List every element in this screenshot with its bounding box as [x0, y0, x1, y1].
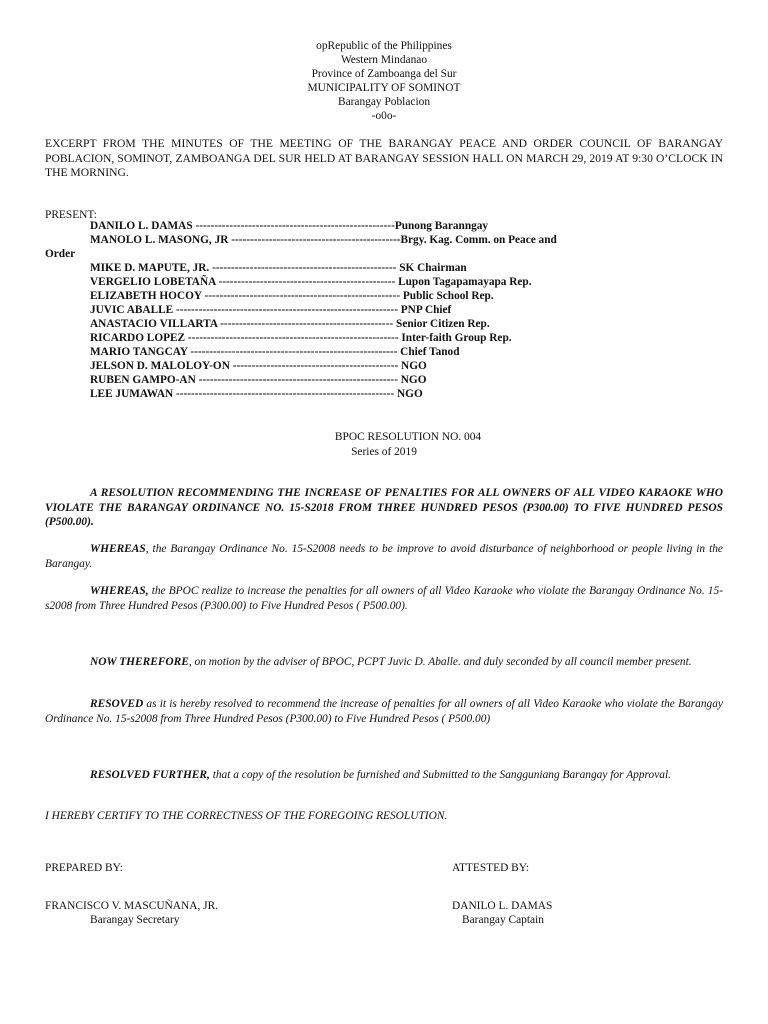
- attendee-text: ANASTACIO VILLARTA ---------------------------------------------- Senior Citizen Rep.: [90, 318, 490, 330]
- attendee-text: JELSON D. MALOLOY-ON -------------------------------------------- NGO: [90, 360, 427, 372]
- resolved-paragraph: [45, 697, 723, 726]
- attendee-row: [45, 387, 723, 401]
- now-therefore-lead: NOW THEREFORE: [90, 656, 189, 668]
- resolution-title-text: A RESOLUTION RECOMMENDING THE INCREASE OF PENALTIES FOR ALL OWNERS OF ALL VIDEO KARAOKE WHO VIOLATE THE BARANGAY ORDINANCE NO. 15-S2018 FROM THREE HUNDRED PESOS (P300.00) TO FIVE HUNDRED PESOS (P500.00).: [45, 487, 723, 528]
- now-therefore-paragraph: [45, 655, 723, 670]
- attendee-text-continued: Order: [45, 248, 76, 260]
- whereas-2-lead: WHEREAS,: [90, 585, 149, 597]
- attendee-row: [45, 233, 723, 261]
- attendee-text: LEE JUMAWAN ---------------------------------------------------------- NGO: [90, 388, 423, 400]
- letterhead: [0, 39, 768, 123]
- excerpt-heading: EXCERPT FROM THE MINUTES OF THE MEETING OF THE BARANGAY PEACE AND ORDER COUNCIL OF BARANGAY POBLACION, SOMINOT, ZAMBOANGA DEL SUR HELD AT BARANGAY SESSION HALL ON MARCH 29, 2019 AT 9:30 O’CLOCK IN THE MORNING.: [45, 137, 723, 179]
- attendee-row: [45, 219, 723, 233]
- attendee-row: [45, 289, 723, 303]
- resolved-lead: RESOVED: [90, 698, 144, 710]
- header-line-separator: -o0o-: [371, 110, 397, 122]
- header-line-republic: opRepublic of the Philippines: [316, 40, 452, 52]
- resolution-number-block: [0, 430, 768, 460]
- resolution-title: [45, 486, 723, 530]
- prepared-by-label: PREPARED BY:: [45, 862, 123, 874]
- certification-statement: I HEREBY CERTIFY TO THE CORRECTNESS OF THE FOREGOING RESOLUTION.: [45, 810, 448, 822]
- attendee-row: [45, 275, 723, 289]
- resolved-further-body: that a copy of the resolution be furnished and Submitted to the Sangguniang Barangay for Approval.: [209, 769, 672, 781]
- resolved-body: as it is hereby resolved to recommend the increase of penalties for all owners of all Video Karaoke who violate the Barangay Ordinance No. 15-s2008 from Three Hundred Pesos (P300.00) to Five Hundred Pesos ( P500.00): [45, 698, 723, 725]
- attendee-row: [45, 261, 723, 275]
- whereas-2-body: the BPOC realize to increase the penalties for all owners of all Video Karaoke who violate the Barangay Ordinance No. 15-s2008 from Three Hundred Pesos (P300.00) to Five Hundred Pesos ( P500.00).: [45, 585, 723, 612]
- resolution-number: BPOC RESOLUTION NO. 004: [334, 431, 482, 443]
- attendee-text: DANILO L. DAMAS -----------------------------------------------------Punong Baranngay: [90, 220, 489, 232]
- attester-name: DANILO L. DAMAS: [452, 900, 553, 912]
- resolved-further-paragraph: [45, 768, 723, 783]
- whereas-paragraph-2: [45, 584, 723, 613]
- preparer-name: FRANCISCO V. MASCUÑANA, JR.: [45, 900, 219, 912]
- attendee-row: [45, 373, 723, 387]
- attendee-row: [45, 359, 723, 373]
- attendee-row: [45, 345, 723, 359]
- header-line-municipality: MUNICIPALITY OF SOMINOT: [307, 82, 461, 94]
- attendee-text: RICARDO LOPEZ -------------------------------------------------------- Inter-faith Group Rep.: [90, 332, 512, 344]
- preparer-title: Barangay Secretary: [90, 914, 180, 926]
- header-line-province: Province of Zamboanga del Sur: [311, 68, 457, 80]
- attendee-row: [45, 331, 723, 345]
- whereas-1-body: , the Barangay Ordinance No. 15-S2008 needs to be improve to avoid disturbance of neighborhood or people living in the Barangay.: [45, 543, 723, 570]
- attendee-row: [45, 317, 723, 331]
- attendee-text: JUVIC ABALLE ----------------------------------------------------------- PNP Chief: [90, 304, 452, 316]
- now-therefore-body: , on motion by the adviser of BPOC, PCPT Juvic D. Aballe. and duly seconded by all council member present.: [188, 656, 692, 668]
- whereas-1-lead: WHEREAS: [90, 543, 146, 555]
- present-label: PRESENT:: [45, 209, 97, 221]
- attendee-text: ELIZABETH HOCOY ---------------------------------------------------- Public School Rep.: [90, 290, 494, 302]
- header-line-barangay: Barangay Poblacion: [337, 96, 431, 108]
- resolved-further-lead: RESOLVED FURTHER,: [90, 769, 210, 781]
- attendee-text: MIKE D. MAPUTE, JR. ------------------------------------------------- SK Chairman: [90, 262, 467, 274]
- attester-title: Barangay Captain: [462, 914, 544, 926]
- attendee-row: [45, 303, 723, 317]
- attendee-text: RUBEN GAMPO-AN ----------------------------------------------------- NGO: [90, 374, 427, 386]
- attendee-text: MARIO TANGCAY ------------------------------------------------------- Chief Tanod: [90, 346, 460, 358]
- attested-by-label: ATTESTED BY:: [452, 862, 530, 874]
- resolution-series: Series of 2019: [351, 446, 417, 458]
- attendee-text: VERGELIO LOBETAÑA ----------------------------------------------- Lupon Tagapamayapa Rep.: [90, 276, 532, 288]
- header-line-region: Western Mindanao: [340, 54, 428, 66]
- attendee-text: MANOLO L. MASONG, JR ---------------------------------------------Brgy. Kag. Comm. on Peace and: [90, 234, 557, 246]
- whereas-paragraph-1: [45, 542, 723, 571]
